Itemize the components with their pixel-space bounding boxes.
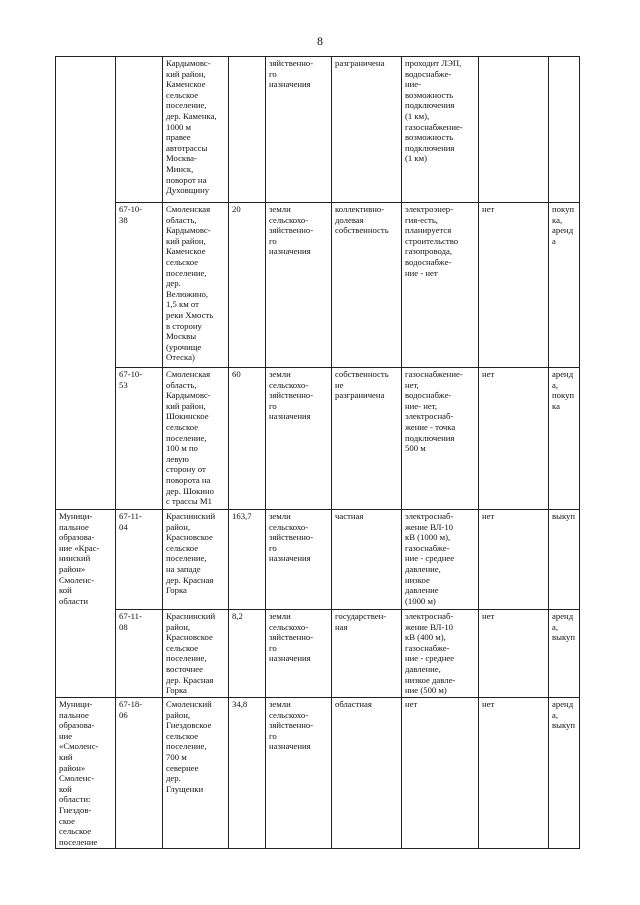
municipality-cell: Муници- пальное образова- ние «Смоленс- кий район» Смоленс- кой области: Гнездов- ское сельское поселение — [56, 698, 116, 849]
land-category-cell: земли сельскохо- зяйственно- го назначения — [266, 698, 332, 849]
table-row — [56, 203, 580, 368]
area-cell: 20 — [229, 203, 266, 368]
table-row — [56, 57, 580, 203]
plot-id-cell: 67-11- 04 — [116, 510, 163, 610]
area-cell: 34,8 — [229, 698, 266, 849]
municipality-cell — [56, 57, 116, 510]
location-cell: Кардымовс- кий район, Каменское сельское поселение, дер. Каменка, 1000 м правее автотрассы Москва- Минск, поворот на Духовщину — [163, 57, 229, 203]
table-row — [56, 510, 580, 610]
plot-id-cell: 67-18- 06 — [116, 698, 163, 849]
utilities-cell: газоснабжение- нет, водоснабже- ние- нет, электроснаб- жение - точка подключения 500 м — [402, 368, 479, 510]
utilities-cell: электроснаб- жение ВЛ-10 кВ (400 м), газоснабже- ние - среднее давление, низкое давле- ние (500 м) — [402, 610, 479, 698]
acquisition-form-cell: аренда, выкуп — [549, 698, 580, 849]
plot-id-cell: 67-10- 38 — [116, 203, 163, 368]
area-cell: 8,2 — [229, 610, 266, 698]
plot-id-cell: 67-11- 08 — [116, 610, 163, 698]
land-category-cell: земли сельскохо- зяйственно- го назначения — [266, 510, 332, 610]
page-number: 8 — [317, 34, 323, 48]
location-cell: Краснинский район, Красновское сельское поселение, восточнее дер. Красная Горка — [163, 610, 229, 698]
encumbrance-cell: нет — [479, 610, 549, 698]
encumbrance-cell — [479, 57, 549, 203]
utilities-cell: электроснаб- жение ВЛ-10 кВ (1000 м), газоснабже- ние - среднее давление, низкое давление (1000 м) — [402, 510, 479, 610]
location-cell: Смоленская область, Кардымовс- кий район, Шокинское сельское поселение, 100 м по левую сторону от поворота на дер. Шокино с трассы М1 — [163, 368, 229, 510]
acquisition-form-cell — [549, 57, 580, 203]
area-cell: 163,7 — [229, 510, 266, 610]
table-row — [56, 610, 580, 698]
table-row — [56, 368, 580, 510]
land-category-cell: земли сельскохо- зяйственно- го назначения — [266, 368, 332, 510]
acquisition-form-cell: выкуп — [549, 510, 580, 610]
utilities-cell: нет — [402, 698, 479, 849]
ownership-cell: частная — [332, 510, 402, 610]
acquisition-form-cell: покупка, аренда — [549, 203, 580, 368]
acquisition-form-cell: аренда, выкуп — [549, 610, 580, 698]
land-plots-table — [55, 56, 580, 849]
area-cell — [229, 57, 266, 203]
municipality-cell: Муници- пальное образова- ние «Крас- нинский район» Смоленс- кой области — [56, 510, 116, 698]
acquisition-form-cell: аренда, покупка — [549, 368, 580, 510]
ownership-cell: областная — [332, 698, 402, 849]
encumbrance-cell: нет — [479, 698, 549, 849]
plot-id-cell — [116, 57, 163, 203]
location-cell: Краснинский район, Красновское сельское поселение, на западе дер. Красная Горка — [163, 510, 229, 610]
encumbrance-cell: нет — [479, 203, 549, 368]
ownership-cell: коллективно- долевая собственность — [332, 203, 402, 368]
land-category-cell: зяйственно- го назначения — [266, 57, 332, 203]
table-row — [56, 698, 580, 849]
land-category-cell: земли сельскохо- зяйственно- го назначения — [266, 610, 332, 698]
ownership-cell: разграничена — [332, 57, 402, 203]
ownership-cell: государствен- ная — [332, 610, 402, 698]
plot-id-cell: 67-10- 53 — [116, 368, 163, 510]
location-cell: Смоленская область, Кардымовс- кий район, Каменское сельское поселение, дер. Велюжино, 1,5 км от реки Хмость в сторону Москвы (урочище Отеска) — [163, 203, 229, 368]
ownership-cell: собственность не разграничена — [332, 368, 402, 510]
utilities-cell: электроэнер- гия-есть, планируется строительство газопровода, водоснабже- ние - нет — [402, 203, 479, 368]
land-category-cell: земли сельскохо- зяйственно- го назначения — [266, 203, 332, 368]
location-cell: Смоленский район, Гнездовское сельское поселение, 700 м севернее дер. Глущенки — [163, 698, 229, 849]
utilities-cell: проходит ЛЭП, водоснабже- ние- возможность подключения (1 км), газоснабжение- возможность подключения (1 км) — [402, 57, 479, 203]
encumbrance-cell: нет — [479, 510, 549, 610]
encumbrance-cell: нет — [479, 368, 549, 510]
area-cell: 60 — [229, 368, 266, 510]
